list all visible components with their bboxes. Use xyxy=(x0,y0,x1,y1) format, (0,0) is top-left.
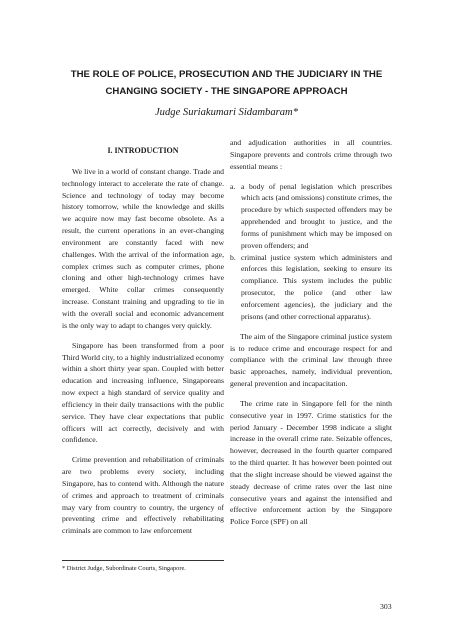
right-column xyxy=(230,137,392,536)
list-item-text: criminal justice system which administers and enforces this legislation, seeking to ensure its compliance. This system includes the public prosecutor, the police (and other law enforcement agencies), the judiciary and the prisons (and other correctional apparatus). xyxy=(241,252,392,321)
footnote: * District Judge, Subordinate Courts, Singapore. xyxy=(62,560,224,573)
paper-title: THE ROLE OF POLICE, PROSECUTION AND THE JUDICIARY IN THE CHANGING SOCIETY - THE SINGAPORE APPROACH xyxy=(70,69,383,97)
author-name: Judge Suriakumari Sidambaram* xyxy=(154,107,298,118)
body-paragraph: The crime rate in Singapore fell for the ninth consecutive year in 1997. Crime statistics for the period January - December 1998 indicate a slight increase in the overall crime rate. Seizable offences, however, decreased in the fourth quarter compared to the third quarter. It has however been pointed out that the slight increase should be viewed against the steady decrease of crime rates over the last nine consecutive years and against the intensified and effective enforcement action by the Singapore Police Force (SPF) on all xyxy=(230,398,392,527)
body-paragraph: Crime prevention and rehabilitation of criminals are two problems every society, including Singapore, has to contend with. Although the nature of crimes and approach to treatment of criminals may vary from country to country, the urgency of preventing crime and effectively rehabilitating criminals are common to law enforcement xyxy=(62,455,224,536)
section-heading: I. INTRODUCTION xyxy=(107,146,179,155)
list-item xyxy=(230,181,392,252)
body-paragraph: and adjudication authorities in all countries. Singapore prevents and controls crime through two essential means : xyxy=(230,138,392,171)
list-item xyxy=(230,252,392,323)
left-column xyxy=(62,137,224,545)
body-paragraph: The aim of the Singapore criminal justice system is to reduce crime and encourage respect for and compliance with the criminal law through three basic approaches, namely, individual prevention, general prevention and incapacitation. xyxy=(230,331,392,389)
body-paragraph: Singapore has been transformed from a poor Third World city, to a highly industrialized economy within a short thirty year span. Coupled with better education and increasing influence, Singaporeans now expect a high standard of service quality and efficiency in their daily transactions with the public service. They have clear expectations that public officers will act correctly, decisively and with confidence. xyxy=(62,340,224,445)
page-number: 303 xyxy=(380,602,392,611)
list-item-text: a body of penal legislation which prescribes which acts (and omissions) constitute crimes, the procedure by which suspected offenders may be apprehended and brought to justice, and the forms of punishment which may be imposed on proven offenders; and xyxy=(241,181,392,250)
list-marker: a. xyxy=(230,181,236,191)
means-list xyxy=(230,181,392,323)
body-paragraph: We live in a world of constant change. Trade and technology interact to accelerate the rate of change. Science and technology of today may become history tomorrow, while the knowledge and skills we acquire now may fast become obsolete. As a result, the current operations in an ever-changing environment are constantly faced with new challenges. With the arrival of the information age, complex crimes such as computer crimes, phone cloning and other high-technology crimes have emerged. White collar crimes consequently increase. Constant training and upgrading to tie in with the overall social and economic advancement is the only way to adapt to changes very quickly. xyxy=(62,166,224,330)
list-marker: b. xyxy=(230,252,236,262)
